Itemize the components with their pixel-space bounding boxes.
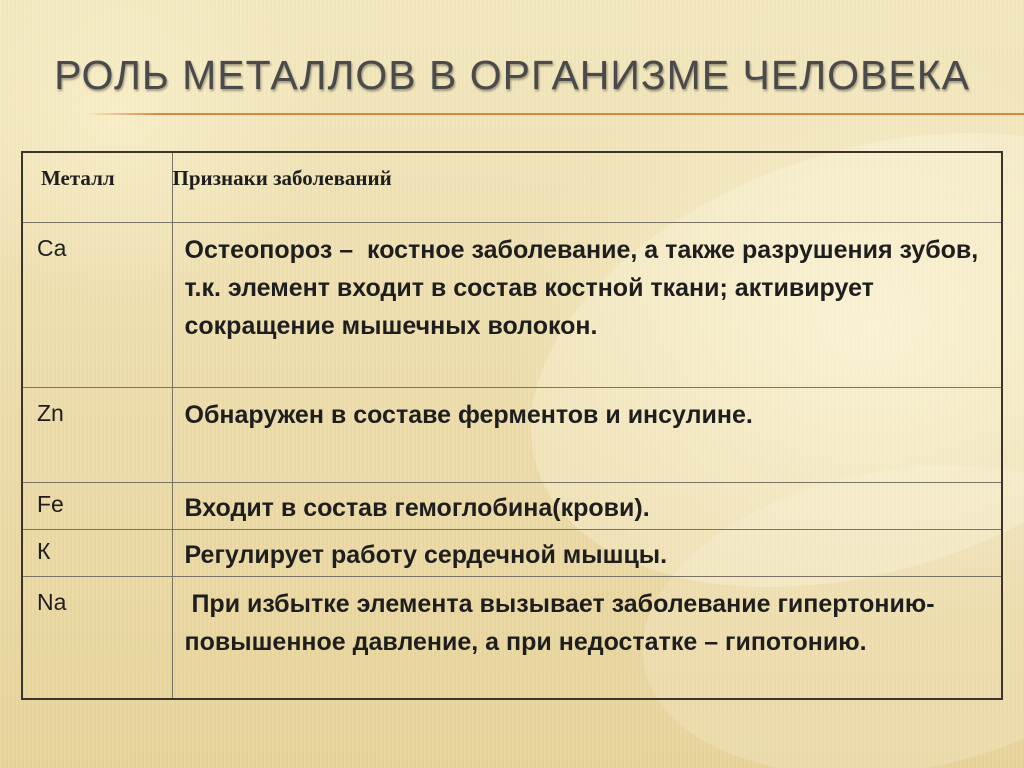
table-row: [22, 482, 1002, 529]
table-row: [22, 529, 1002, 576]
metal-cell: Na: [22, 576, 172, 699]
description-cell: Остеопороз – костное заболевание, а также разрушения зубов, т.к. элемент входит в состав костной ткани; активирует сокращение мышечных волокон.: [172, 222, 1002, 387]
metal-cell: Ca: [22, 222, 172, 387]
description-cell: Входит в состав гемоглобина(крови).: [172, 482, 1002, 529]
table-row: [22, 222, 1002, 387]
description-cell: Регулирует работу сердечной мышцы.: [172, 529, 1002, 576]
metals-table: [21, 151, 1003, 700]
table-header-row: [22, 152, 1002, 222]
slide-title: РОЛЬ МЕТАЛЛОВ В ОРГАНИЗМЕ ЧЕЛОВЕКА: [54, 52, 970, 98]
header-metal: Металл: [22, 152, 172, 222]
table-row: [22, 576, 1002, 699]
table-row: [22, 387, 1002, 482]
description-cell: При избытке элемента вызывает заболевание гипертонию- повышенное давление, а при недостатке – гипотонию.: [172, 576, 1002, 699]
metal-cell: Fe: [22, 482, 172, 529]
description-cell: Обнаружен в составе ферментов и инсулине.: [172, 387, 1002, 482]
metal-cell: Zn: [22, 387, 172, 482]
title-underline: [85, 113, 1024, 115]
metal-cell: К: [22, 529, 172, 576]
header-disease-signs: Признаки заболеваний: [172, 152, 1002, 222]
